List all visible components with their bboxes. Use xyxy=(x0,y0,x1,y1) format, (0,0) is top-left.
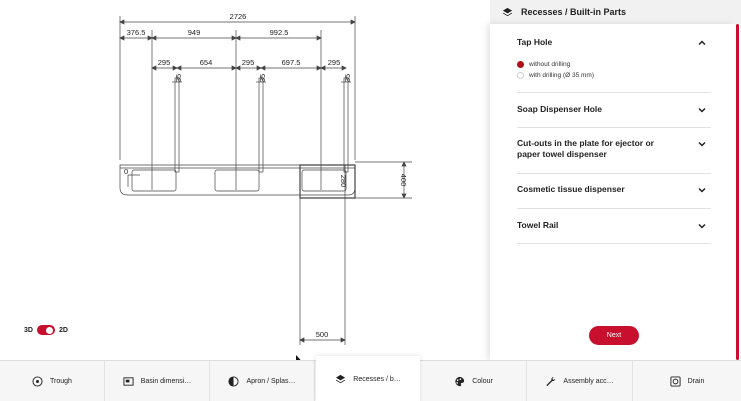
panel-scrollbar[interactable] xyxy=(736,24,739,360)
tab-label: Trough xyxy=(50,378,72,385)
tab-recesses[interactable] xyxy=(316,356,420,401)
drain-icon xyxy=(670,376,681,387)
radio-selected[interactable] xyxy=(517,61,524,68)
view-toggle[interactable] xyxy=(24,325,68,335)
tab-label: Apron / Splas… xyxy=(246,378,296,385)
palette-icon xyxy=(454,376,465,387)
config-panel xyxy=(490,0,741,360)
section-title-soap-dispenser: Soap Dispenser Hole xyxy=(517,104,603,114)
tab-drain[interactable] xyxy=(633,361,741,401)
chevron-up-icon[interactable] xyxy=(697,38,707,48)
option-label: with drilling (Ø 35 mm) xyxy=(529,72,595,79)
wrench-icon xyxy=(545,376,556,387)
trough-outline xyxy=(120,165,355,195)
section-title-cosmetic-tissue: Cosmetic tissue dispenser xyxy=(517,184,625,194)
tab-label: Assembly acc… xyxy=(563,378,614,385)
dim-376-5: 376.5 xyxy=(126,28,146,37)
dim-295-c: 295 xyxy=(327,58,341,67)
dim-35-a: 35 xyxy=(174,73,183,83)
tap-hole-3 xyxy=(344,78,348,172)
option-label: without drilling xyxy=(529,61,571,68)
chevron-down-icon[interactable] xyxy=(697,105,707,115)
section-towel-rail[interactable] xyxy=(517,209,711,244)
next-button[interactable]: Next xyxy=(589,326,639,345)
view-toggle-3d-label: 3D xyxy=(24,326,33,334)
section-cosmetic-tissue[interactable] xyxy=(517,174,711,209)
dim-500: 500 xyxy=(315,330,329,339)
dim-697-5: 697.5 xyxy=(281,58,301,67)
section-title-tap-hole: Tap Hole xyxy=(517,37,553,47)
section-soap-dispenser[interactable] xyxy=(517,93,711,128)
tap-hole-2 xyxy=(259,78,263,172)
tab-label: Basin dimensi… xyxy=(140,378,192,385)
chevron-down-icon[interactable] xyxy=(697,221,707,231)
basin-2 xyxy=(215,170,259,191)
section-cut-outs[interactable] xyxy=(517,128,711,174)
panel-body xyxy=(490,24,735,360)
option-with-drilling[interactable] xyxy=(517,72,594,79)
dim-400: 400 xyxy=(399,173,408,187)
tab-trough[interactable] xyxy=(0,361,105,401)
section-title-cut-outs: Cut-outs in the plate for ejector or paper towel dispenser xyxy=(517,138,654,159)
panel-title: Recesses / Built-in Parts xyxy=(521,7,627,17)
dim-35-b: 35 xyxy=(258,73,267,83)
dim-992-5: 992.5 xyxy=(269,28,289,37)
section-tap-hole[interactable] xyxy=(517,24,711,93)
view-toggle-switch[interactable] xyxy=(37,325,55,335)
layers-icon xyxy=(335,374,346,385)
target-icon xyxy=(32,376,43,387)
dim-295-b: 295 xyxy=(241,58,255,67)
dim-654: 654 xyxy=(199,58,213,67)
chevron-down-icon[interactable] xyxy=(697,185,707,195)
tab-label: Recesses / b… xyxy=(353,375,401,383)
dim-2726: 2726 xyxy=(229,12,247,21)
dim-280: 280 xyxy=(339,174,348,188)
view-toggle-2d-label: 2D xyxy=(58,326,68,334)
section-title-towel-rail: Towel Rail xyxy=(517,220,559,230)
half-circle-icon xyxy=(228,376,239,387)
chevron-down-icon[interactable] xyxy=(697,139,707,149)
tab-basin-dimensions[interactable] xyxy=(105,361,210,401)
basin-icon xyxy=(123,376,134,387)
bottom-tab-bar xyxy=(0,360,741,401)
dim-949: 949 xyxy=(187,28,201,37)
tap-hole-1 xyxy=(175,78,179,172)
radio-unselected[interactable] xyxy=(517,72,524,79)
dim-35-c: 35 xyxy=(343,73,352,83)
tab-colour[interactable] xyxy=(421,361,527,401)
tab-label: Colour xyxy=(472,378,493,385)
tab-apron-splash[interactable] xyxy=(210,361,315,401)
option-without-drilling[interactable] xyxy=(517,61,570,68)
dim-295-a: 295 xyxy=(157,58,171,67)
tab-label: Drain xyxy=(687,378,705,385)
basin-1 xyxy=(132,170,176,191)
origin-label: 0 xyxy=(124,167,129,176)
panel-header xyxy=(490,0,741,24)
layers-icon xyxy=(502,7,513,18)
tab-assembly-accessories[interactable] xyxy=(527,361,633,401)
